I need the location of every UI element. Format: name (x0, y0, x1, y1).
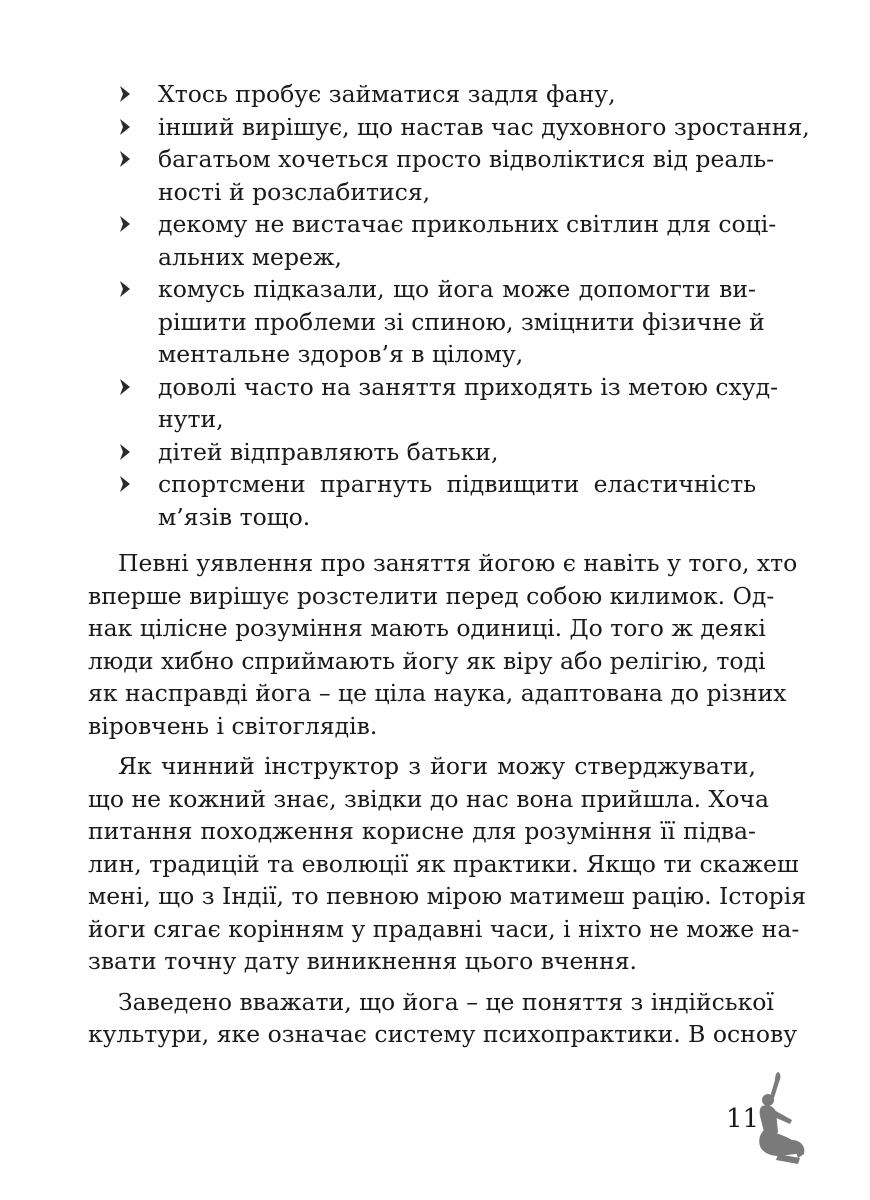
list-item (88, 78, 756, 111)
paragraph-line: йоги сягає корінням у прадавні часи, і ніхто не може на- (88, 914, 800, 943)
page-body (88, 78, 810, 1051)
list-item (88, 143, 775, 208)
bullet-line: дітей відправляють батьки, (158, 437, 499, 466)
bullet-triangle-icon (118, 151, 132, 167)
paragraph-line: мені, що з Індії, то певною мірою матимеш рацію. Історія (88, 882, 807, 910)
bullet-triangle-icon (118, 379, 132, 395)
paragraph (88, 547, 798, 742)
bullet-triangle-icon (118, 216, 132, 232)
list-item (88, 371, 779, 436)
list-item (88, 208, 777, 273)
bullet-line: декому не вистачає прикольних світлин для соці- (158, 210, 777, 238)
bullet-triangle-icon (118, 86, 132, 102)
bullet-line: спортсмени прагнуть підвищити еластичність (158, 470, 756, 498)
bullet-triangle-icon (118, 476, 132, 492)
page-number: 11 (726, 1104, 760, 1134)
paragraph-line: Заведено вважати, що йога – це поняття з індійської (118, 987, 774, 1016)
bullet-triangle-icon (118, 444, 132, 460)
list-item (88, 273, 765, 371)
bullet-line: багатьом хочеться просто відволіктися від реаль- (158, 145, 775, 173)
bullet-line: м’язів тощо. (158, 502, 311, 531)
bullet-line: доволі часто на заняття приходять із метою схуд- (158, 372, 779, 401)
paragraph-line: лин, традицій та еволюції як практики. Якщо ти скажеш (88, 849, 799, 878)
bullet-line: інший вирішує, що настав час духовного зростання, (158, 112, 810, 141)
paragraph-line: культури, яке означає систему психопрактики. В основу (88, 1020, 798, 1048)
bullet-line: ності й розслабитися, (158, 177, 431, 206)
bullet-line: нути, (158, 405, 224, 433)
bullet-line: рішити проблеми зі спиною, зміцнити фізичне й (158, 307, 765, 336)
paragraph-line: як насправді йога – це ціла наука, адаптована до різних (88, 679, 787, 707)
list-item (88, 436, 756, 469)
paragraph-line: що не кожний знає, звідки до нас вона прийшла. Хоча (88, 784, 769, 813)
bullet-line: комусь підказали, що йога може допомогти ви- (158, 275, 756, 303)
bullet-triangle-icon (118, 119, 132, 135)
bullet-line: ментальне здоров’я в цілому, (158, 340, 524, 368)
yoga-pose-icon (748, 1070, 808, 1170)
paragraph-line: питання походження корисне для розуміння її підва- (88, 817, 756, 845)
paragraph-line: люди хибно сприймають йогу як віру або релігію, тоді (88, 646, 766, 675)
paragraph-line: Як чинний інструктор з йоги можу стверджувати, (118, 752, 756, 780)
paragraph-line: Певні уявлення про заняття йогою є навіть у того, хто (118, 549, 798, 577)
paragraph-line: звати точну дату виникнення цього вчення. (88, 947, 637, 975)
paragraph-line: нак цілісне розуміння мають одиниці. До того ж деякі (88, 614, 766, 642)
bullet-line: Хтось пробує займатися задля фану, (158, 80, 616, 108)
paragraph-line: віровчень і світоглядів. (88, 711, 378, 740)
bullet-triangle-icon (118, 281, 132, 297)
list-item (88, 468, 756, 533)
bullet-line: альних мереж, (158, 242, 343, 271)
bullet-list (88, 78, 810, 533)
paragraph (88, 750, 807, 978)
list-item (88, 111, 810, 144)
paragraph-line: вперше вирішує розстелити перед собою килимок. Од- (88, 581, 775, 610)
paragraph (88, 986, 798, 1051)
